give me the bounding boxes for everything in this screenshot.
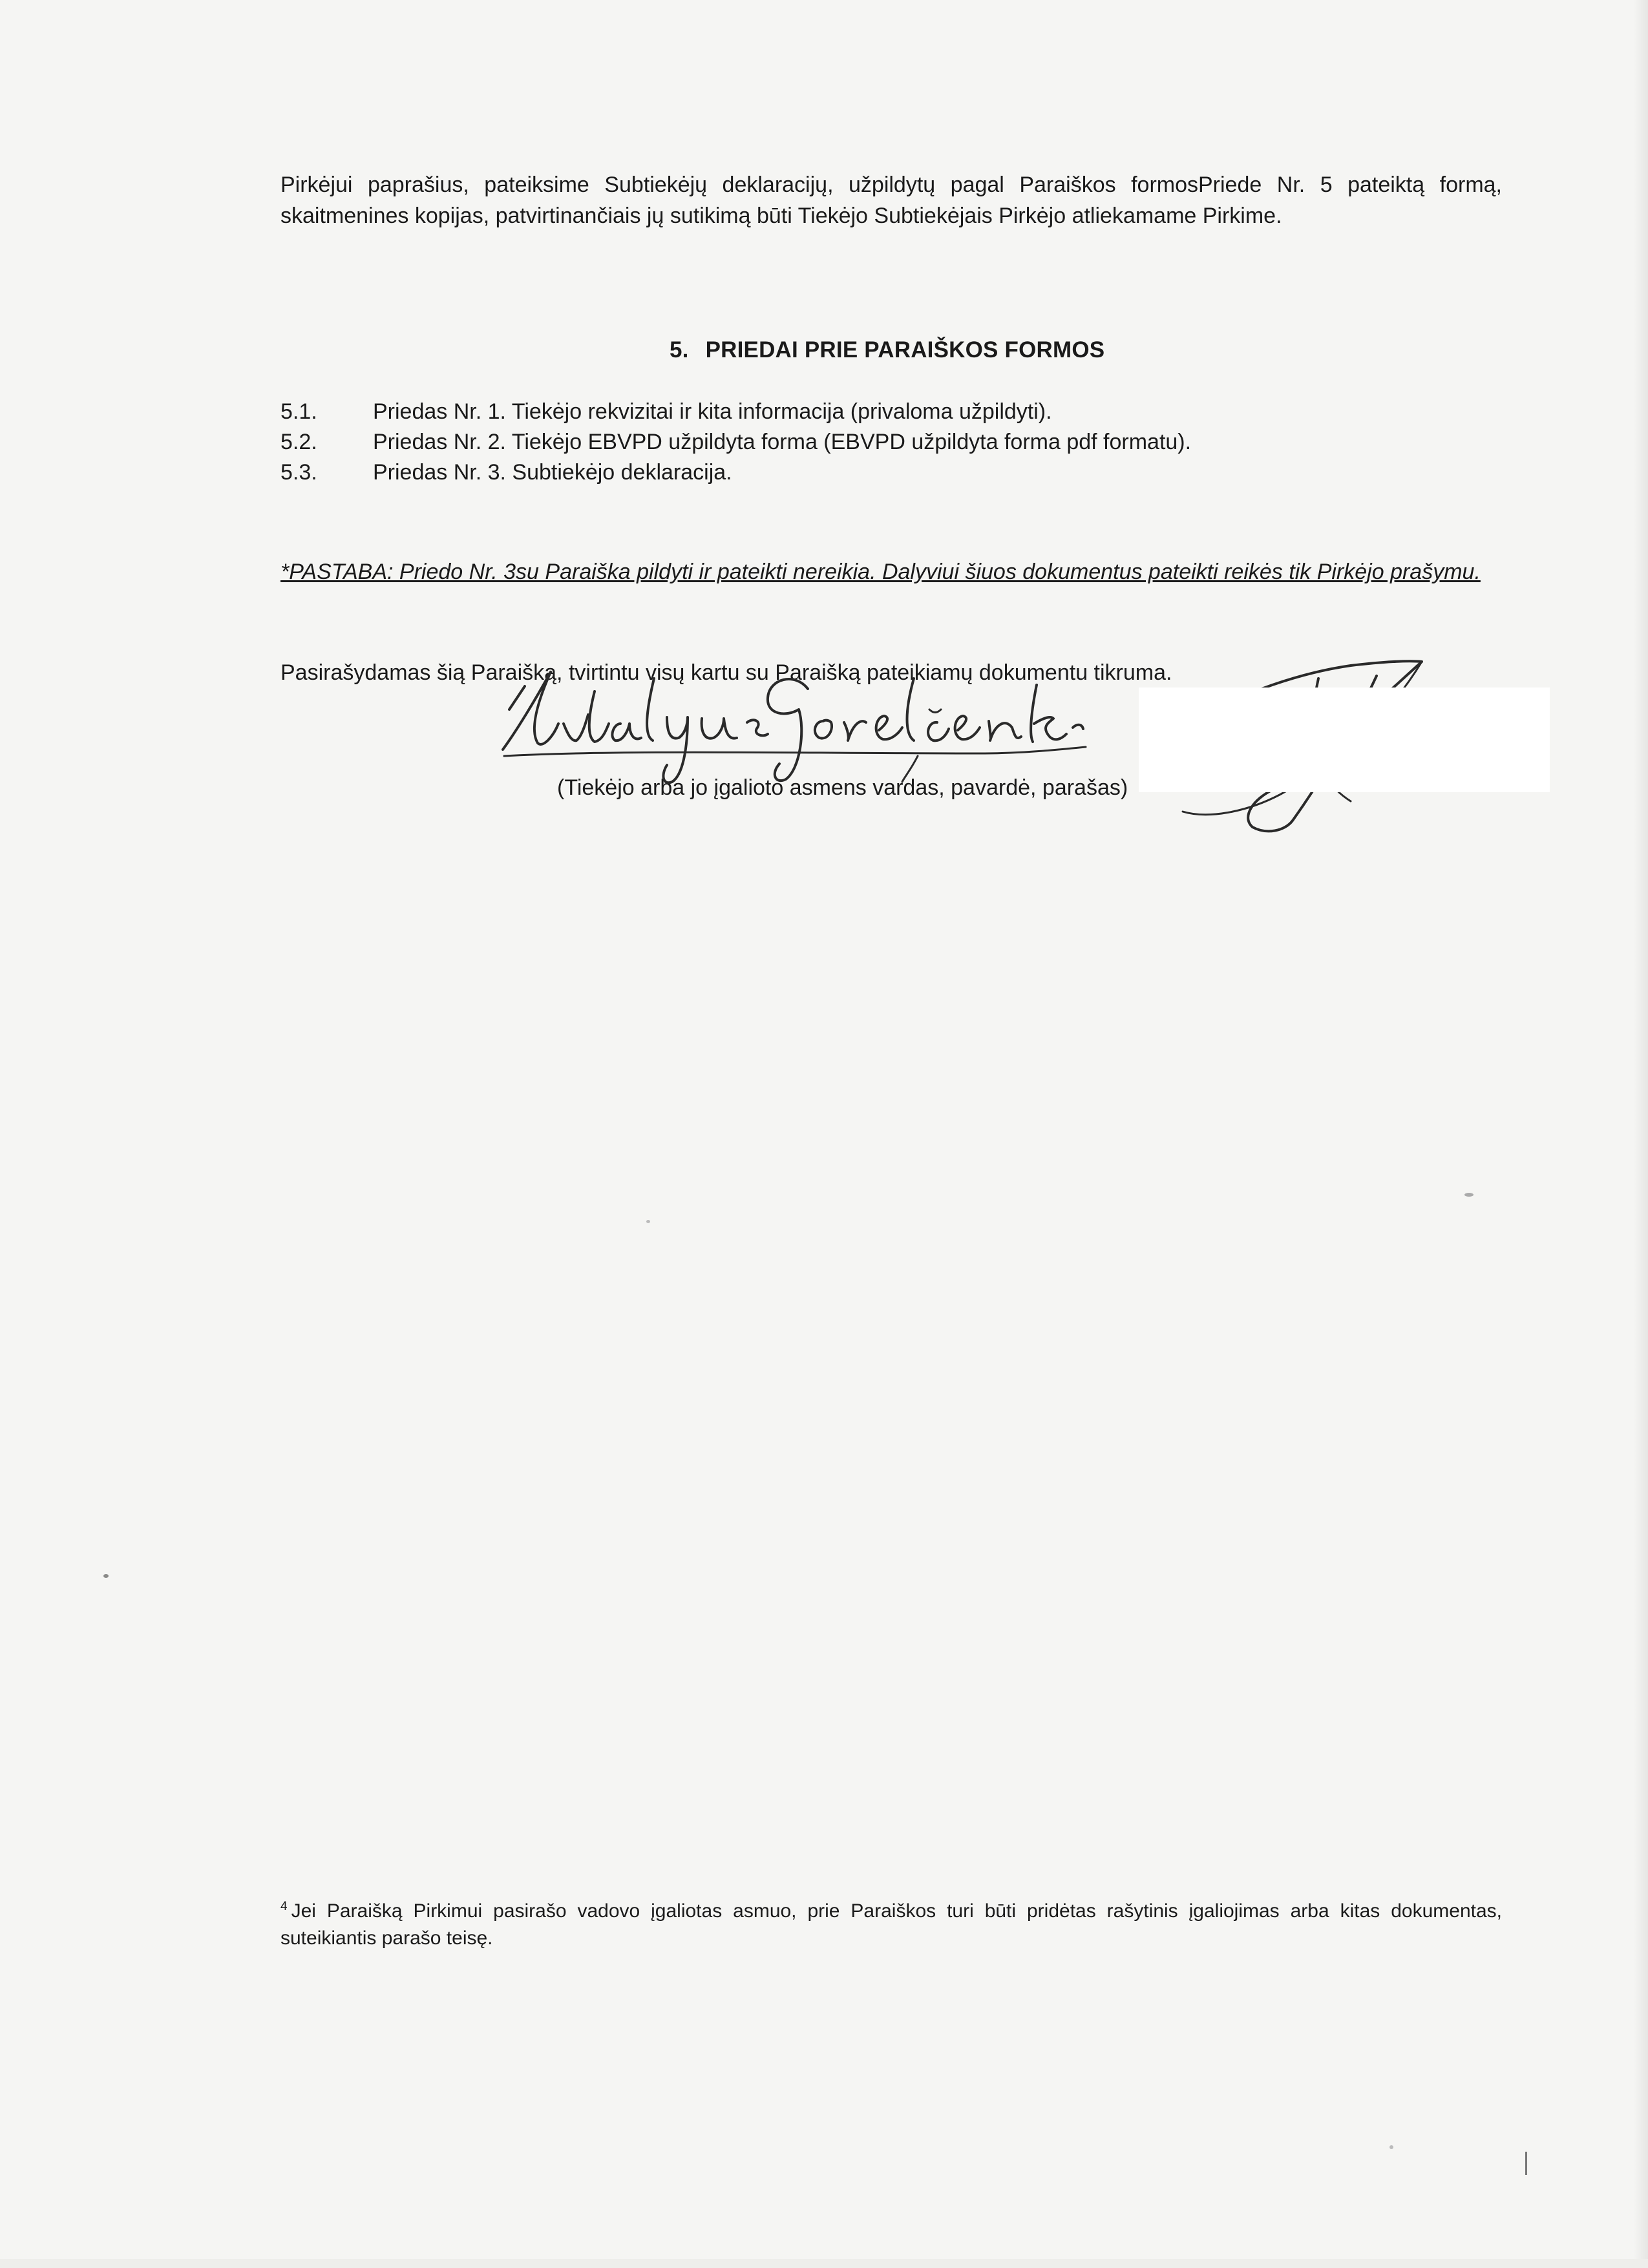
declaration-text: Pasirašydamas šią Paraišką, tvirtintu visų kartu su Paraišką pateikiamų dokumentu tikruma. — [280, 660, 1172, 685]
section-title: PRIEDAI PRIE PARAIŠKOS FORMOS — [705, 337, 1105, 362]
scan-speck — [1389, 2145, 1393, 2149]
annex-item — [280, 397, 1508, 427]
footnote-marker: 4 — [280, 1900, 288, 1913]
margin-mark — [1525, 2152, 1527, 2175]
section-number: 5. — [670, 337, 689, 362]
annex-text: Priedas Nr. 2. Tiekėjo EBVPD užpildyta forma (EBVPD užpildyta forma pdf formatu). — [373, 430, 1192, 454]
section-heading — [670, 337, 1104, 363]
annex-list — [280, 397, 1508, 488]
footnote-text: Jei Paraišką Pirkimui pasirašo vadovo įgaliotas asmuo, prie Paraiškos turi būti pridėtas rašytinis įgaliojimas arba kitas dokumentas, suteikiantis parašo teisę. — [280, 1900, 1502, 1949]
note-paragraph: *PASTABA: Priedo Nr. 3su Paraiška pildyti ir pateikti nereikia. Dalyviui šiuos dokumentus pateikti reikės tik Pirkėjo prašymu. — [280, 560, 1481, 584]
annex-item — [280, 457, 1508, 488]
intro-paragraph: Pirkėjui paprašius, pateiksime Subtiekėjų deklaracijų, užpildytų pagal Paraiškos formosPriede Nr. 5 pateiktą formą, skaitmenines kopijas, patvirtinančiais jų sutikimą būti Tiekėjo Subtiekėjais Pirkėjo atliekamame Pirkime. — [280, 173, 1502, 228]
annex-number: 5.3. — [280, 460, 317, 485]
annex-text: Priedas Nr. 3. Subtiekėjo deklaracija. — [373, 460, 732, 485]
scan-edge-right — [1634, 0, 1648, 2268]
footnote — [280, 1893, 1502, 1952]
redaction-box — [1139, 688, 1550, 792]
annex-item — [280, 427, 1508, 457]
scan-edge-bottom — [0, 2259, 1648, 2268]
annex-text: Priedas Nr. 1. Tiekėjo rekvizitai ir kita informacija (privaloma užpildyti). — [373, 399, 1052, 424]
scan-speck — [646, 1220, 650, 1223]
scan-speck — [103, 1574, 109, 1578]
scan-speck — [1464, 1193, 1474, 1197]
annex-number: 5.2. — [280, 430, 317, 454]
annex-number: 5.1. — [280, 399, 317, 424]
signature-caption: (Tiekėjo arba jo įgalioto asmens vardas, pavardė, parašas) — [557, 775, 1128, 800]
